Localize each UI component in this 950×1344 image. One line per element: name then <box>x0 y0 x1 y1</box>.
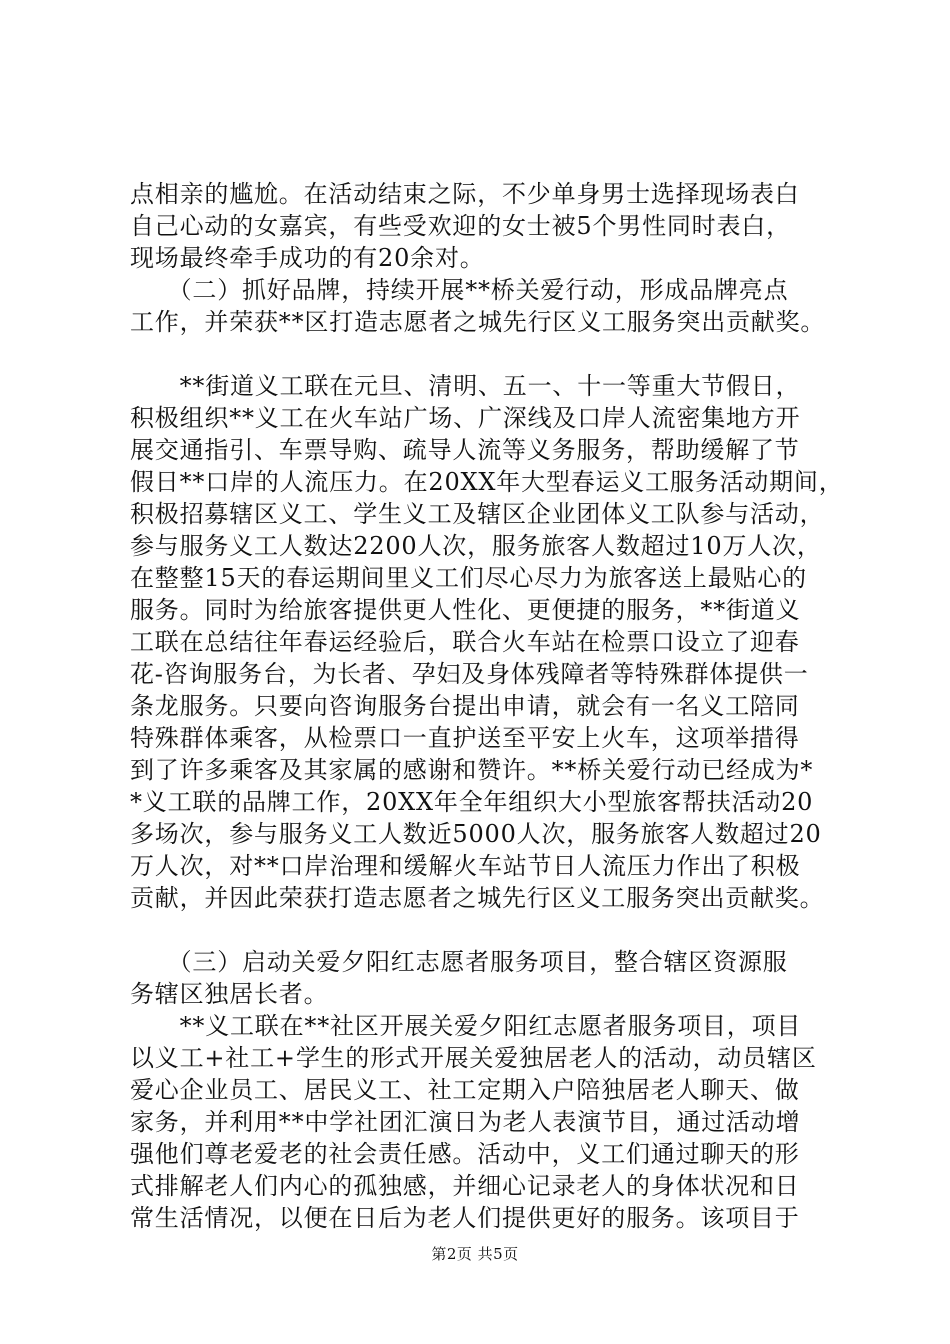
text-line: 贡献，并因此荣获打造志愿者之城先行区义工服务突出贡献奖。 <box>130 884 825 912</box>
section-heading-line: 工作，并荣获**区打造志愿者之城先行区义工服务突出贡献奖。 <box>130 308 826 336</box>
text-line: 条龙服务。只要向咨询服务台提出申请，就会有一名义工陪同 <box>130 692 800 720</box>
text-line: 特殊群体乘客，从检票口一直护送至平安上火车，这项举措得 <box>130 724 800 752</box>
text-line: 参与服务义工人数达2200人次，服务旅客人数超过10万人次， <box>130 532 822 560</box>
section-heading-line: （三）启动关爱夕阳红志愿者服务项目，整合辖区资源服 <box>130 948 788 976</box>
text-line: **街道义工联在元旦、清明、五一、十一等重大节假日， <box>130 372 801 400</box>
document-body <box>130 178 860 1234</box>
text-line: 花-咨询服务台，为长者、孕妇及身体残障者等特殊群体提供一 <box>130 660 809 688</box>
text-line: 强他们尊老爱老的社会责任感。活动中，义工们通过聊天的形 <box>130 1140 800 1168</box>
text-line: 爱心企业员工、居民义工、社工定期入户陪独居老人聊天、做 <box>130 1076 800 1104</box>
text-line: 现场最终牵手成功的有20余对。 <box>130 244 485 272</box>
text-line: 积极招募辖区义工、学生义工及辖区企业团体义工队参与活动， <box>130 500 825 528</box>
section-heading-line: 务辖区独居长者。 <box>130 980 329 1008</box>
text-line: 假日**口岸的人流压力。在20XX年大型春运义工服务活动期间， <box>130 468 844 496</box>
paragraph-gap <box>130 338 860 370</box>
text-line: 万人次，对**口岸治理和缓解火车站节日人流压力作出了积极 <box>130 852 801 880</box>
text-line: 自己心动的女嘉宾，有些受欢迎的女士被5个男性同时表白， <box>130 212 791 240</box>
text-line: **义工联在**社区开展关爱夕阳红志愿者服务项目，项目 <box>130 1012 802 1040</box>
text-line: 积极组织**义工在火车站广场、广深线及口岸人流密集地方开 <box>130 404 801 432</box>
text-line: 展交通指引、车票导购、疏导人流等义务服务，帮助缓解了节 <box>130 436 800 464</box>
text-line: 在整整15天的春运期间里义工们尽心尽力为旅客送上最贴心的 <box>130 564 807 592</box>
text-line: 工联在总结往年春运经验后，联合火车站在检票口设立了迎春 <box>130 628 800 656</box>
text-line: 多场次，参与服务义工人数近5000人次，服务旅客人数超过20 <box>130 820 822 848</box>
text-line: 以义工+社工+学生的形式开展关爱独居老人的活动，动员辖区 <box>130 1044 817 1072</box>
text-line: 常生活情况，以便在日后为老人们提供更好的服务。该项目于 <box>130 1204 800 1232</box>
page-number-footer: 第2页 共5页 <box>431 1245 519 1263</box>
section-heading-line: （二）抓好品牌，持续开展**桥关爱行动，形成品牌亮点 <box>130 276 789 304</box>
text-line: 到了许多乘客及其家属的感谢和赞许。**桥关爱行动已经成为* <box>130 756 814 784</box>
text-line: *义工联的品牌工作，20XX年全年组织大小型旅客帮扶活动20 <box>130 788 814 816</box>
paragraph-gap <box>130 914 860 946</box>
text-line: 点相亲的尴尬。在活动结束之际，不少单身男士选择现场表白 <box>130 180 800 208</box>
text-line: 家务，并利用**中学社团汇演日为老人表演节目，通过活动增 <box>130 1108 801 1136</box>
text-line: 式排解老人们内心的孤独感，并细心记录老人的身体状况和日 <box>130 1172 800 1200</box>
text-line: 服务。同时为给旅客提供更人性化、更便捷的服务，**街道义 <box>130 596 801 624</box>
